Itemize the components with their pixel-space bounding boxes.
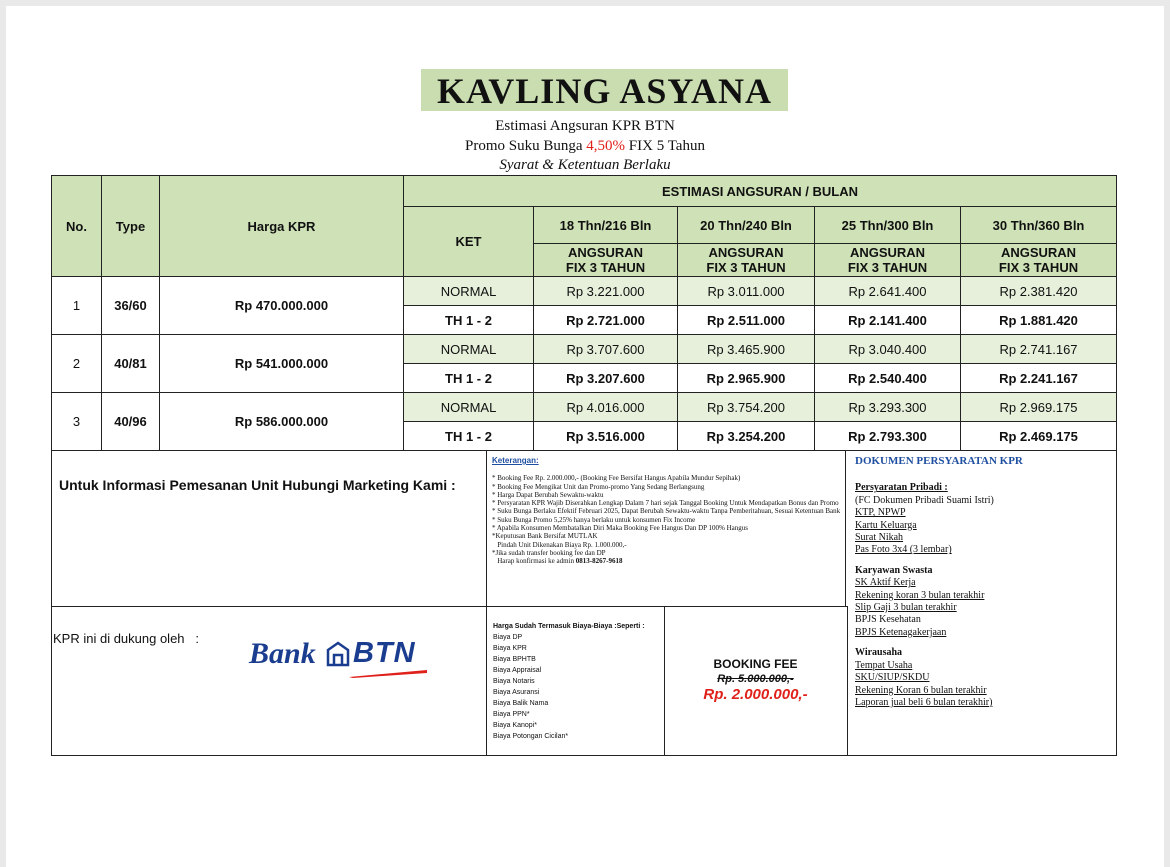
keterangan-item: Pindah Unit Dikenakan Biaya Rp. 1.000.000,- [492, 540, 627, 549]
angsuran-header: ANGSURAN FIX 3 TAHUN [961, 244, 1117, 277]
promo-value: Rp 3.207.600 [534, 364, 678, 393]
tenor-header: 20 Thn/240 Bln [678, 207, 815, 244]
normal-value: Rp 2.641.400 [815, 277, 961, 306]
dokumen-item: Kartu Keluarga [855, 519, 917, 531]
row-type: 40/96 [102, 393, 160, 451]
subtitle-promo [0, 138, 1170, 155]
row-harga: Rp 541.000.000 [160, 335, 404, 393]
logo-swoosh-icon [349, 670, 427, 678]
keterangan-item: * Apabila Konsumen Membatalkan Diri Maka Booking Fee Hangus Dan DP 100% Hangus [492, 524, 748, 533]
normal-value: Rp 3.707.600 [534, 335, 678, 364]
angsuran-header: ANGSURAN FIX 3 TAHUN [534, 244, 678, 277]
angsuran-header: ANGSURAN FIX 3 TAHUN [815, 244, 961, 277]
dokumen-item: KTP, NPWP [855, 507, 906, 519]
normal-value: Rp 2.969.175 [961, 393, 1117, 422]
tenor-header: 25 Thn/300 Bln [815, 207, 961, 244]
row-type: 36/60 [102, 277, 160, 335]
biaya-item: Biaya Balik Nama [493, 700, 549, 707]
tenor-header: 30 Thn/360 Bln [961, 207, 1117, 244]
biaya-item: Biaya PPN* [493, 711, 530, 718]
pribadi-note: (FC Dokumen Pribadi Suami Istri) [855, 494, 994, 506]
row-no: 3 [52, 393, 102, 451]
booking-old-price: Rp. 5.000.000,- [717, 673, 794, 685]
contact-box [51, 450, 489, 609]
contact-label: Untuk Informasi Pemesanan Unit Hubungi Marketing Kami : [59, 477, 456, 493]
row-no: 1 [52, 277, 102, 335]
dokumen-item: Tempat Usaha [855, 659, 913, 671]
promo-value: Rp 2.241.167 [961, 364, 1117, 393]
biaya-item: Biaya Asuransi [493, 689, 540, 696]
dokumen-item: Rekening Koran 6 bulan terakhir [855, 684, 987, 696]
support-label: KPR ini di dukung oleh : [53, 631, 199, 646]
wira-heading: Wirausaha [855, 647, 903, 659]
promo-suffix: FIX 5 Tahun [625, 138, 705, 154]
booking-new-price: Rp. 2.000.000,- [703, 686, 808, 703]
logo-btn-word: BTN [353, 637, 416, 669]
biaya-section [493, 621, 663, 742]
dokumen-item: Laporan jual beli 6 bulan terakhir) [855, 696, 993, 708]
promo-value: Rp 2.141.400 [815, 306, 961, 335]
promo-value: Rp 3.254.200 [678, 422, 815, 451]
promo-value: Rp 1.881.420 [961, 306, 1117, 335]
normal-value: Rp 2.741.167 [961, 335, 1117, 364]
swasta-heading: Karyawan Swasta [855, 564, 933, 576]
promo-value: Rp 2.540.400 [815, 364, 961, 393]
booking-fee-section [667, 657, 844, 703]
row-harga: Rp 586.000.000 [160, 393, 404, 451]
subtitle-estimasi: Estimasi Angsuran KPR BTN [495, 118, 675, 134]
col-no-header: No. [52, 176, 102, 277]
dokumen-item: SKU/SIUP/SKDU [855, 672, 930, 684]
biaya-item: Biaya KPR [493, 645, 527, 652]
keterangan-item: * Persyaratan KPR Wajib Diserahkan Lengkap Dalam 7 hari sejak Tanggal Booking Untuk Mendapatkan Bonus dan Promo [492, 499, 839, 508]
col-type-header: Type [102, 176, 160, 277]
normal-value: Rp 4.016.000 [534, 393, 678, 422]
biaya-heading: Harga Sudah Termasuk Biaya-Biaya :Seperti : [493, 623, 645, 630]
promo-value: Rp 2.721.000 [534, 306, 678, 335]
estimasi-header: ESTIMASI ANGSURAN / BULAN [404, 176, 1117, 207]
biaya-item: Biaya Kanopi* [493, 722, 537, 729]
ket-promo: TH 1 - 2 [404, 306, 534, 335]
ket-normal: NORMAL [404, 393, 534, 422]
normal-value: Rp 3.465.900 [678, 335, 815, 364]
biaya-item: Biaya BPHTB [493, 656, 536, 663]
ket-normal: NORMAL [404, 335, 534, 364]
keterangan-item: * Booking Fee Mengikat Unit dan Promo-promo Yang Sedang Berlangsung [492, 482, 705, 491]
page-title: KAVLING ASYANA [421, 69, 788, 111]
biaya-item: Biaya DP [493, 634, 523, 641]
col-harga-header: Harga KPR [160, 176, 404, 277]
normal-value: Rp 3.293.300 [815, 393, 961, 422]
normal-value: Rp 3.011.000 [678, 277, 815, 306]
promo-value: Rp 2.793.300 [815, 422, 961, 451]
promo-value: Rp 2.511.000 [678, 306, 815, 335]
row-harga: Rp 470.000.000 [160, 277, 404, 335]
dokumen-heading: DOKUMEN PERSYARATAN KPR [855, 455, 1023, 467]
keterangan-item: *Keputusan Bank Bersifat MUTLAK [492, 532, 598, 541]
dokumen-item: Surat Nikah [855, 532, 904, 544]
normal-value: Rp 3.040.400 [815, 335, 961, 364]
dokumen-item: Rekening koran 3 bulan terakhir [855, 589, 985, 601]
bank-btn-logo [249, 633, 429, 683]
installment-table [51, 175, 1117, 451]
btn-house-icon [326, 641, 350, 667]
row-type: 40/81 [102, 335, 160, 393]
dokumen-item: SK Aktif Kerja [855, 577, 916, 589]
row-no: 2 [52, 335, 102, 393]
keterangan-item: * Booking Fee Rp. 2.000.000,- (Booking Fee Bersifat Hangus Apabila Mundur Sepihak) [492, 474, 741, 483]
keterangan-item: * Harga Dapat Berubah Sewaktu-waktu [492, 490, 604, 499]
subtitle-syarat: Syarat & Ketentuan Berlaku [499, 157, 671, 173]
ket-normal: NORMAL [404, 277, 534, 306]
normal-value: Rp 3.221.000 [534, 277, 678, 306]
promo-value: Rp 2.965.900 [678, 364, 815, 393]
col-ket-header: KET [404, 207, 534, 277]
ket-promo: TH 1 - 2 [404, 422, 534, 451]
dokumen-section [855, 455, 1110, 709]
dokumen-item: Slip Gaji 3 bulan terakhir [855, 602, 957, 614]
dokumen-item: Pas Foto 3x4 (3 lembar) [855, 544, 952, 556]
admin-phone: 0813-8267-9618 [575, 557, 623, 566]
dokumen-item: BPJS Ketenagakerjaan [855, 626, 947, 638]
keterangan-item: * Suku Bunga Berlaku Efektif Februari 2025, Dapat Berubah Sewaktu-waktu Tanpa Pemberitahuan, Sesuai Ketentuan Bank [492, 507, 841, 516]
tenor-header: 18 Thn/216 Bln [534, 207, 678, 244]
pribadi-heading: Persyaratan Pribadi : [855, 482, 948, 494]
promo-value: Rp 3.516.000 [534, 422, 678, 451]
normal-value: Rp 3.754.200 [678, 393, 815, 422]
keterangan-item: *Jika sudah transfer booking fee dan DP [492, 548, 606, 557]
normal-value: Rp 2.381.420 [961, 277, 1117, 306]
biaya-item: Biaya Appraisal [493, 667, 542, 674]
keterangan-heading: Keterangan: [492, 456, 539, 465]
biaya-item: Biaya Notaris [493, 678, 535, 685]
ket-promo: TH 1 - 2 [404, 364, 534, 393]
promo-rate: 4,50% [586, 138, 626, 154]
logo-bank-word: Bank [249, 637, 316, 670]
keterangan-konfirmasi: Harap konfirmasi ke admin 0813-8267-9618 [492, 557, 623, 566]
booking-fee-label: BOOKING FEE [713, 657, 798, 671]
biaya-item: Biaya Potongan Cicilan* [493, 733, 569, 740]
promo-prefix: Promo Suku Bunga [465, 138, 587, 154]
keterangan-section [492, 457, 842, 566]
promo-value: Rp 2.469.175 [961, 422, 1117, 451]
keterangan-item: * Suku Bunga Promo 5,25% hanya berlaku untuk konsumen Fix Income [492, 515, 696, 524]
angsuran-header: ANGSURAN FIX 3 TAHUN [678, 244, 815, 277]
dokumen-item: BPJS Kesehatan [855, 614, 921, 626]
